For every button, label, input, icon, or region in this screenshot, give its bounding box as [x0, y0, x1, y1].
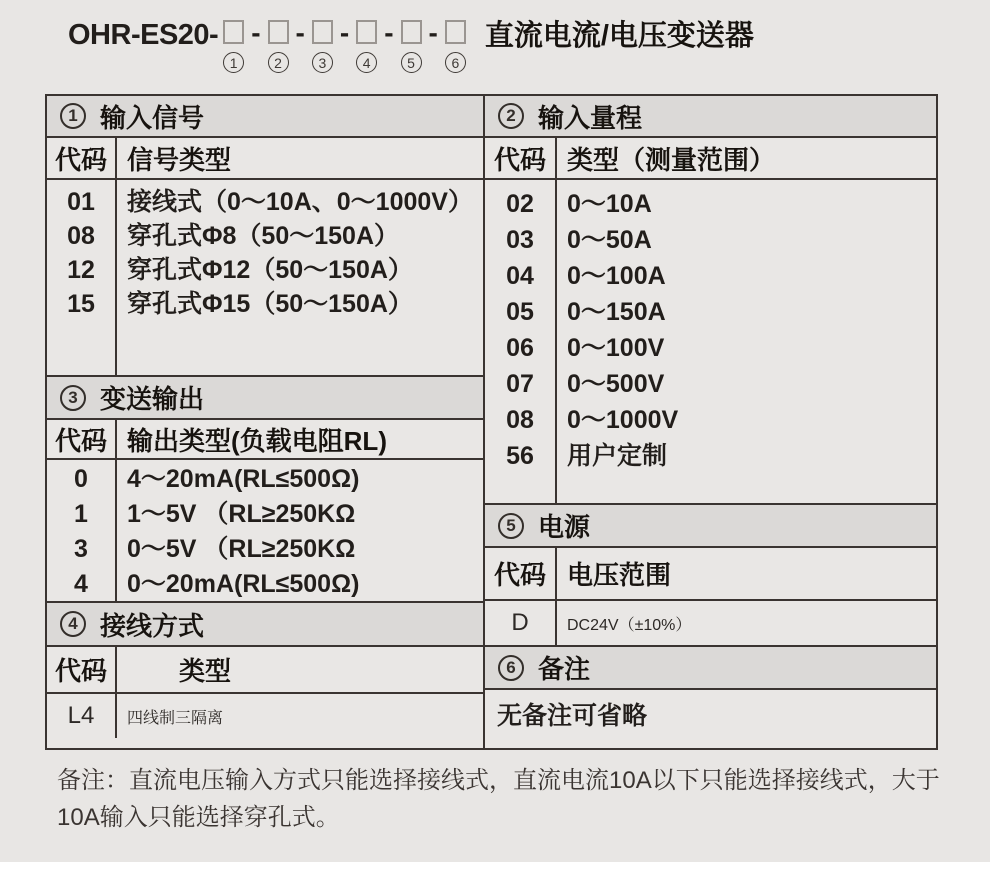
- section-header-input-signal: [47, 96, 483, 138]
- label-column-header: 信号类型: [127, 144, 232, 175]
- section-title: 输入信号: [100, 102, 205, 133]
- code-column-header: 代码: [485, 548, 557, 599]
- section-number-icon: 4: [60, 611, 86, 637]
- section-number-icon: 1: [60, 103, 86, 129]
- code-value: 03: [506, 226, 534, 254]
- dash-separator: -: [428, 17, 438, 48]
- code-value: 08: [506, 406, 534, 434]
- code-column-header: 代码: [485, 138, 557, 178]
- label-value: 4～20mA(RL≤500Ω): [127, 465, 360, 493]
- product-name: 直流电流/电压变送器: [484, 20, 754, 52]
- code-value: 02: [506, 190, 534, 218]
- label-value: 用户定制: [567, 442, 668, 470]
- column-header-row: [47, 647, 483, 694]
- label-value: 穿孔式Φ8（50～150A）: [127, 222, 399, 250]
- code-value: 0: [74, 465, 88, 493]
- code-value: 01: [67, 188, 95, 216]
- section-number-icon: 6: [498, 655, 524, 681]
- code-list: [485, 180, 557, 503]
- section-header-power-supply: [485, 505, 936, 548]
- column-header-row: [485, 548, 936, 601]
- circled-number-1: 1: [223, 52, 244, 73]
- code-list: [47, 460, 117, 601]
- code-value: 05: [506, 298, 534, 326]
- section-body-wiring-method: [47, 694, 483, 738]
- code-column-header: 代码: [47, 420, 117, 458]
- circled-number-3: 3: [312, 52, 333, 73]
- code-value: 15: [67, 290, 95, 318]
- order-code-box-icon: [223, 20, 244, 44]
- label-value: 0～10A: [567, 190, 652, 218]
- section-body-input-signal: [47, 180, 483, 377]
- model-prefix: OHR-ES20-: [68, 19, 219, 51]
- order-code-box-icon: [312, 20, 333, 44]
- label-value: 0～150A: [567, 298, 666, 326]
- order-position-5: [401, 20, 422, 73]
- label-column-header: 电压范围: [567, 560, 672, 590]
- code-value: 07: [506, 370, 534, 398]
- label-column-header: 类型: [179, 656, 232, 686]
- circled-number-4: 4: [356, 52, 377, 73]
- dash-separator: -: [339, 17, 350, 48]
- code-column-header: 代码: [47, 647, 117, 692]
- order-position-3: [312, 20, 333, 73]
- dash-separator: -: [384, 17, 394, 48]
- footer-note-line-2: 10A输入只能选择穿孔式。: [57, 804, 340, 831]
- label-value: 0～20mA(RL≤500Ω): [127, 570, 360, 598]
- column-header-row: [47, 420, 483, 460]
- label-value: 穿孔式Φ12（50～150A）: [127, 256, 413, 284]
- label-value: 接线式（0～10A、0～1000V）: [127, 188, 473, 216]
- order-position-6: [445, 20, 466, 73]
- circled-number-6: 6: [445, 52, 466, 73]
- code-value: 04: [506, 262, 534, 290]
- circled-number-2: 2: [268, 52, 289, 73]
- section-header-transmit-output: [47, 377, 483, 420]
- order-position-4: [356, 20, 377, 73]
- ordering-code-table: [45, 94, 938, 750]
- code-value: L4: [47, 694, 117, 738]
- section-body-input-range: [485, 180, 936, 505]
- column-header-row: [47, 138, 483, 180]
- code-value: 12: [67, 256, 95, 284]
- remarks-value: 无备注可省略: [497, 702, 648, 730]
- code-value: 56: [506, 442, 534, 470]
- section-body-power-supply: [485, 601, 936, 647]
- column-header-row: [485, 138, 936, 180]
- section-title: 接线方式: [100, 610, 205, 641]
- section-title: 输入量程: [538, 102, 643, 133]
- section-title: 电源: [538, 512, 591, 542]
- section-number-icon: 5: [498, 513, 524, 539]
- model-title-row: [68, 17, 754, 73]
- footer-note-line-1: 备注：直流电压输入方式只能选择接线式，直流电流10A以下只能选择接线式，大于: [57, 767, 940, 794]
- section-title: 变送输出: [100, 384, 205, 414]
- label-value: 0～100V: [567, 334, 665, 362]
- label-value: 1～5V （RL≥250KΩ: [127, 500, 356, 528]
- section-header-input-range: [485, 96, 936, 138]
- label-value: 0～500V: [567, 370, 665, 398]
- order-position-2: [268, 20, 289, 73]
- label-value: 0～50A: [567, 226, 652, 254]
- label-value: 穿孔式Φ15（50～150A）: [127, 290, 413, 318]
- code-value: 4: [74, 570, 88, 598]
- dash-separator: -: [295, 17, 305, 48]
- order-position-1: [223, 20, 244, 73]
- label-value: 四线制三隔离: [127, 709, 224, 727]
- label-value: DC24V（±10%）: [567, 616, 692, 634]
- code-value: D: [485, 601, 557, 645]
- order-code-box-icon: [445, 20, 466, 44]
- order-code-box-icon: [401, 20, 422, 44]
- label-list: [117, 460, 483, 601]
- code-value: 1: [74, 500, 88, 528]
- circled-number-5: 5: [401, 52, 422, 73]
- table-right-column: [485, 96, 936, 748]
- section-header-remarks: [485, 647, 936, 690]
- label-list: [557, 180, 936, 503]
- label-value: 0～1000V: [567, 406, 679, 434]
- code-value: 08: [67, 222, 95, 250]
- section-body-transmit-output: [47, 460, 483, 603]
- footer-note: [57, 762, 967, 836]
- section-title: 备注: [538, 654, 591, 684]
- label-value: 0～100A: [567, 262, 666, 290]
- label-list: [117, 180, 483, 375]
- section-number-icon: 2: [498, 103, 524, 129]
- table-left-column: [47, 96, 485, 748]
- code-value: 06: [506, 334, 534, 362]
- code-column-header: 代码: [47, 138, 117, 178]
- label-column-header: 类型（测量范围）: [567, 144, 776, 175]
- section-header-wiring-method: [47, 603, 483, 647]
- order-code-box-icon: [268, 20, 289, 44]
- order-code-box-icon: [356, 20, 377, 44]
- section-body-remarks: [485, 690, 936, 738]
- code-list: [47, 180, 117, 375]
- label-column-header: 输出类型(负载电阻RL): [127, 425, 387, 456]
- section-number-icon: 3: [60, 385, 86, 411]
- code-value: 3: [74, 535, 88, 563]
- label-value: 0～5V （RL≥250KΩ: [127, 535, 356, 563]
- dash-separator: -: [251, 17, 261, 48]
